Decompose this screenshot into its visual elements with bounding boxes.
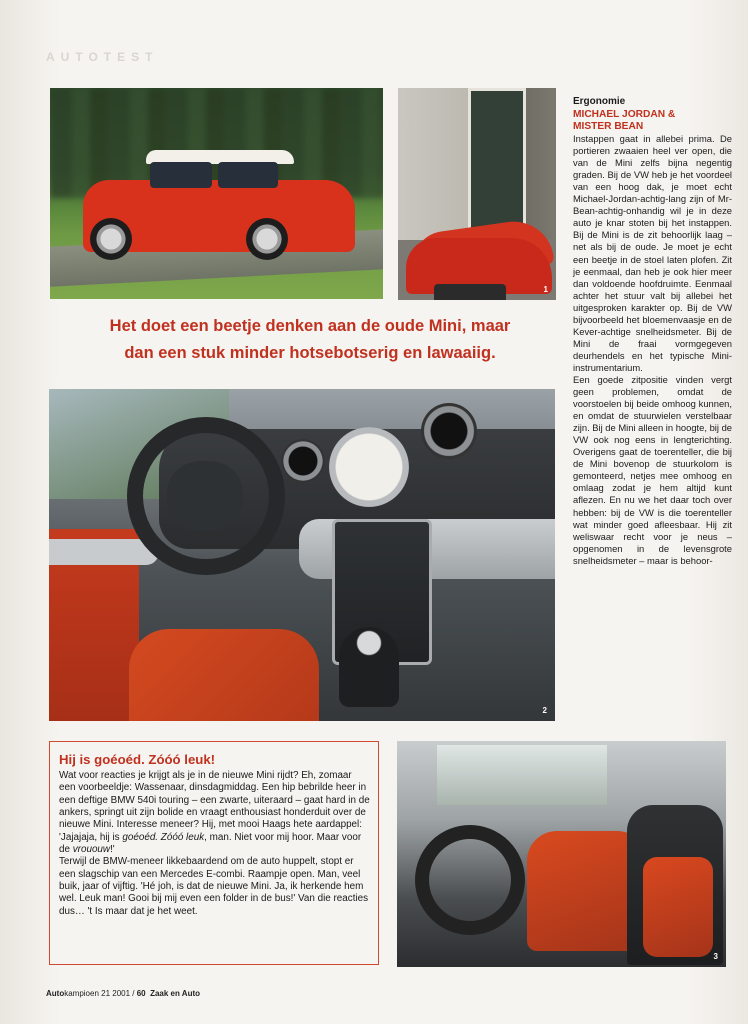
box-emphasis: goéoéd. Zóóó leuk [122, 831, 205, 843]
page-footer [46, 989, 200, 998]
sidebar-headline: MICHAEL JORDAN & [573, 109, 676, 121]
gear-shifter [339, 627, 399, 707]
box-text: , man. Niet voor mij hoor. Maar voor de [59, 831, 362, 856]
box-body [59, 770, 370, 918]
sidebar-category: Ergonomie [573, 96, 626, 107]
car-window [150, 162, 212, 188]
footer-brand: Auto [46, 989, 65, 998]
car-wheel [246, 218, 288, 260]
car-window [218, 162, 278, 188]
photo-car-driving [50, 88, 383, 299]
footer-section: Zaak en Auto [150, 989, 201, 998]
pull-quote [60, 313, 560, 367]
car-wheel [90, 218, 132, 260]
photo-number: 2 [542, 706, 547, 715]
car-grille [434, 284, 506, 300]
box-title: Hij is goéoéd. Zóóó leuk! [59, 752, 216, 767]
pull-quote-line: dan een stuk minder hotsebotserig en lawaaiig. [124, 344, 496, 362]
front-seat [129, 629, 319, 721]
steering-wheel [415, 825, 525, 935]
speedometer [329, 427, 409, 507]
photo-building-door [468, 88, 526, 234]
photo-number: 3 [713, 952, 718, 961]
sidebar-paragraph: Instappen gaat in allebei prima. De portieren zwaaien heel ver open, die van de Mini zelfs bijna negentig graden. Bij de VW heb je het voordeel van een hoog dak, je moet echt Michael-Jordan-achtig-lang zijn of Mr-Bean-achtig-onhandig wil je in deze auto je knar stoten bij het instappen. Bij de Mini is de zit behoorlijk laag – net als bij de oude. Je moet je echt een beetje in de stoel laten plofen. Zit je eenmaal, dan heb je ook hier meer dan voldoende hoofdruimte. Eenmaal achter het stuur valt bij allebei het uitgesproken karakter op. Bij de VW bijvoorbeeld het bloemenvaasje en de Kever-achtige snelheidsmeter. Bij de Mini de fraai vormgegeven deurhendels en het typische Mini-instrumentarium. [573, 133, 732, 373]
box-emphasis: vrououw [72, 844, 111, 856]
box-text: Wat voor reacties je krijgt als je in de nieuwe Mini rijdt? Eh, zomaar een voorbeeldje: Wassenaar, dinsdagmiddag. Een hip bebrilde heer in een deftige BMW 540i touring – een zwarte, uiteraard – gaat hard in de ankers, springt uit zijn bolide en vraagt enthousiast honderduit over de nieuwe Mini. Interesse meneer? Hij, met mooi Haags hete aardappel: 'Jajajaja, hij is [59, 770, 370, 843]
sidebar-article [573, 96, 732, 567]
pull-quote-line: Het doet een beetje denken aan de oude Mini, maar [109, 317, 511, 335]
box-paragraph [59, 770, 370, 856]
sidebar-body [573, 133, 732, 567]
air-vent [421, 403, 477, 459]
footer-issue: kampioen 21 2001 [64, 989, 131, 998]
photo-rear-window [437, 745, 607, 805]
photo-number: 1 [543, 285, 548, 294]
air-vent [281, 439, 325, 483]
boxed-article [49, 741, 379, 965]
seat-cushion [643, 857, 713, 957]
photo-car-front [398, 88, 556, 300]
box-paragraph: Terwijl de BMW-meneer likkebaardend om de auto huppelt, stopt er een slagschip van een Mercedes E-combi. Raampje open. Man, veel buik, jaar of vijftig. 'Hé joh, is dat de nieuwe Mini. Ja, ik herkende hem wel. Leuk man! Gooi bij mij even een folder in de bus!' Van die reacties dus… 't Is maar dat je het weet. [59, 856, 369, 917]
steering-hub [167, 461, 243, 531]
sidebar-headline: MISTER BEAN [573, 121, 644, 133]
photo-interior-dashboard [49, 389, 555, 721]
sidebar-paragraph: Een goede zitpositie vinden vergt geen problemen, omdat de voorstoelen bij beide omhoog kunnen, en omdat de stuurwielen verstelbaar zijn. Bij de Mini alleen in hoogte, bij de VW ook nog eens in lengterichting. Overigens gaat de toerenteller, die bij de Mini bovenop de stuurkolom is gemonteerd, netjes mee omhoog en omlaag zodat je hem altijd kunt aflezen. En nu we het daar toch over hebben: bij de VW is die toerenteller wat minder goed afleesbaar. Hij zit weliswaar recht voor je neus – opgenomen in de levensgrote snelheidsmeter – maar is behoor- [573, 373, 732, 566]
box-text: !' [110, 844, 115, 856]
page-number: 60 [136, 989, 146, 998]
footer-separator: / [130, 989, 137, 998]
running-head: AUTOTEST [46, 50, 159, 64]
photo-rear-seats [397, 741, 726, 967]
